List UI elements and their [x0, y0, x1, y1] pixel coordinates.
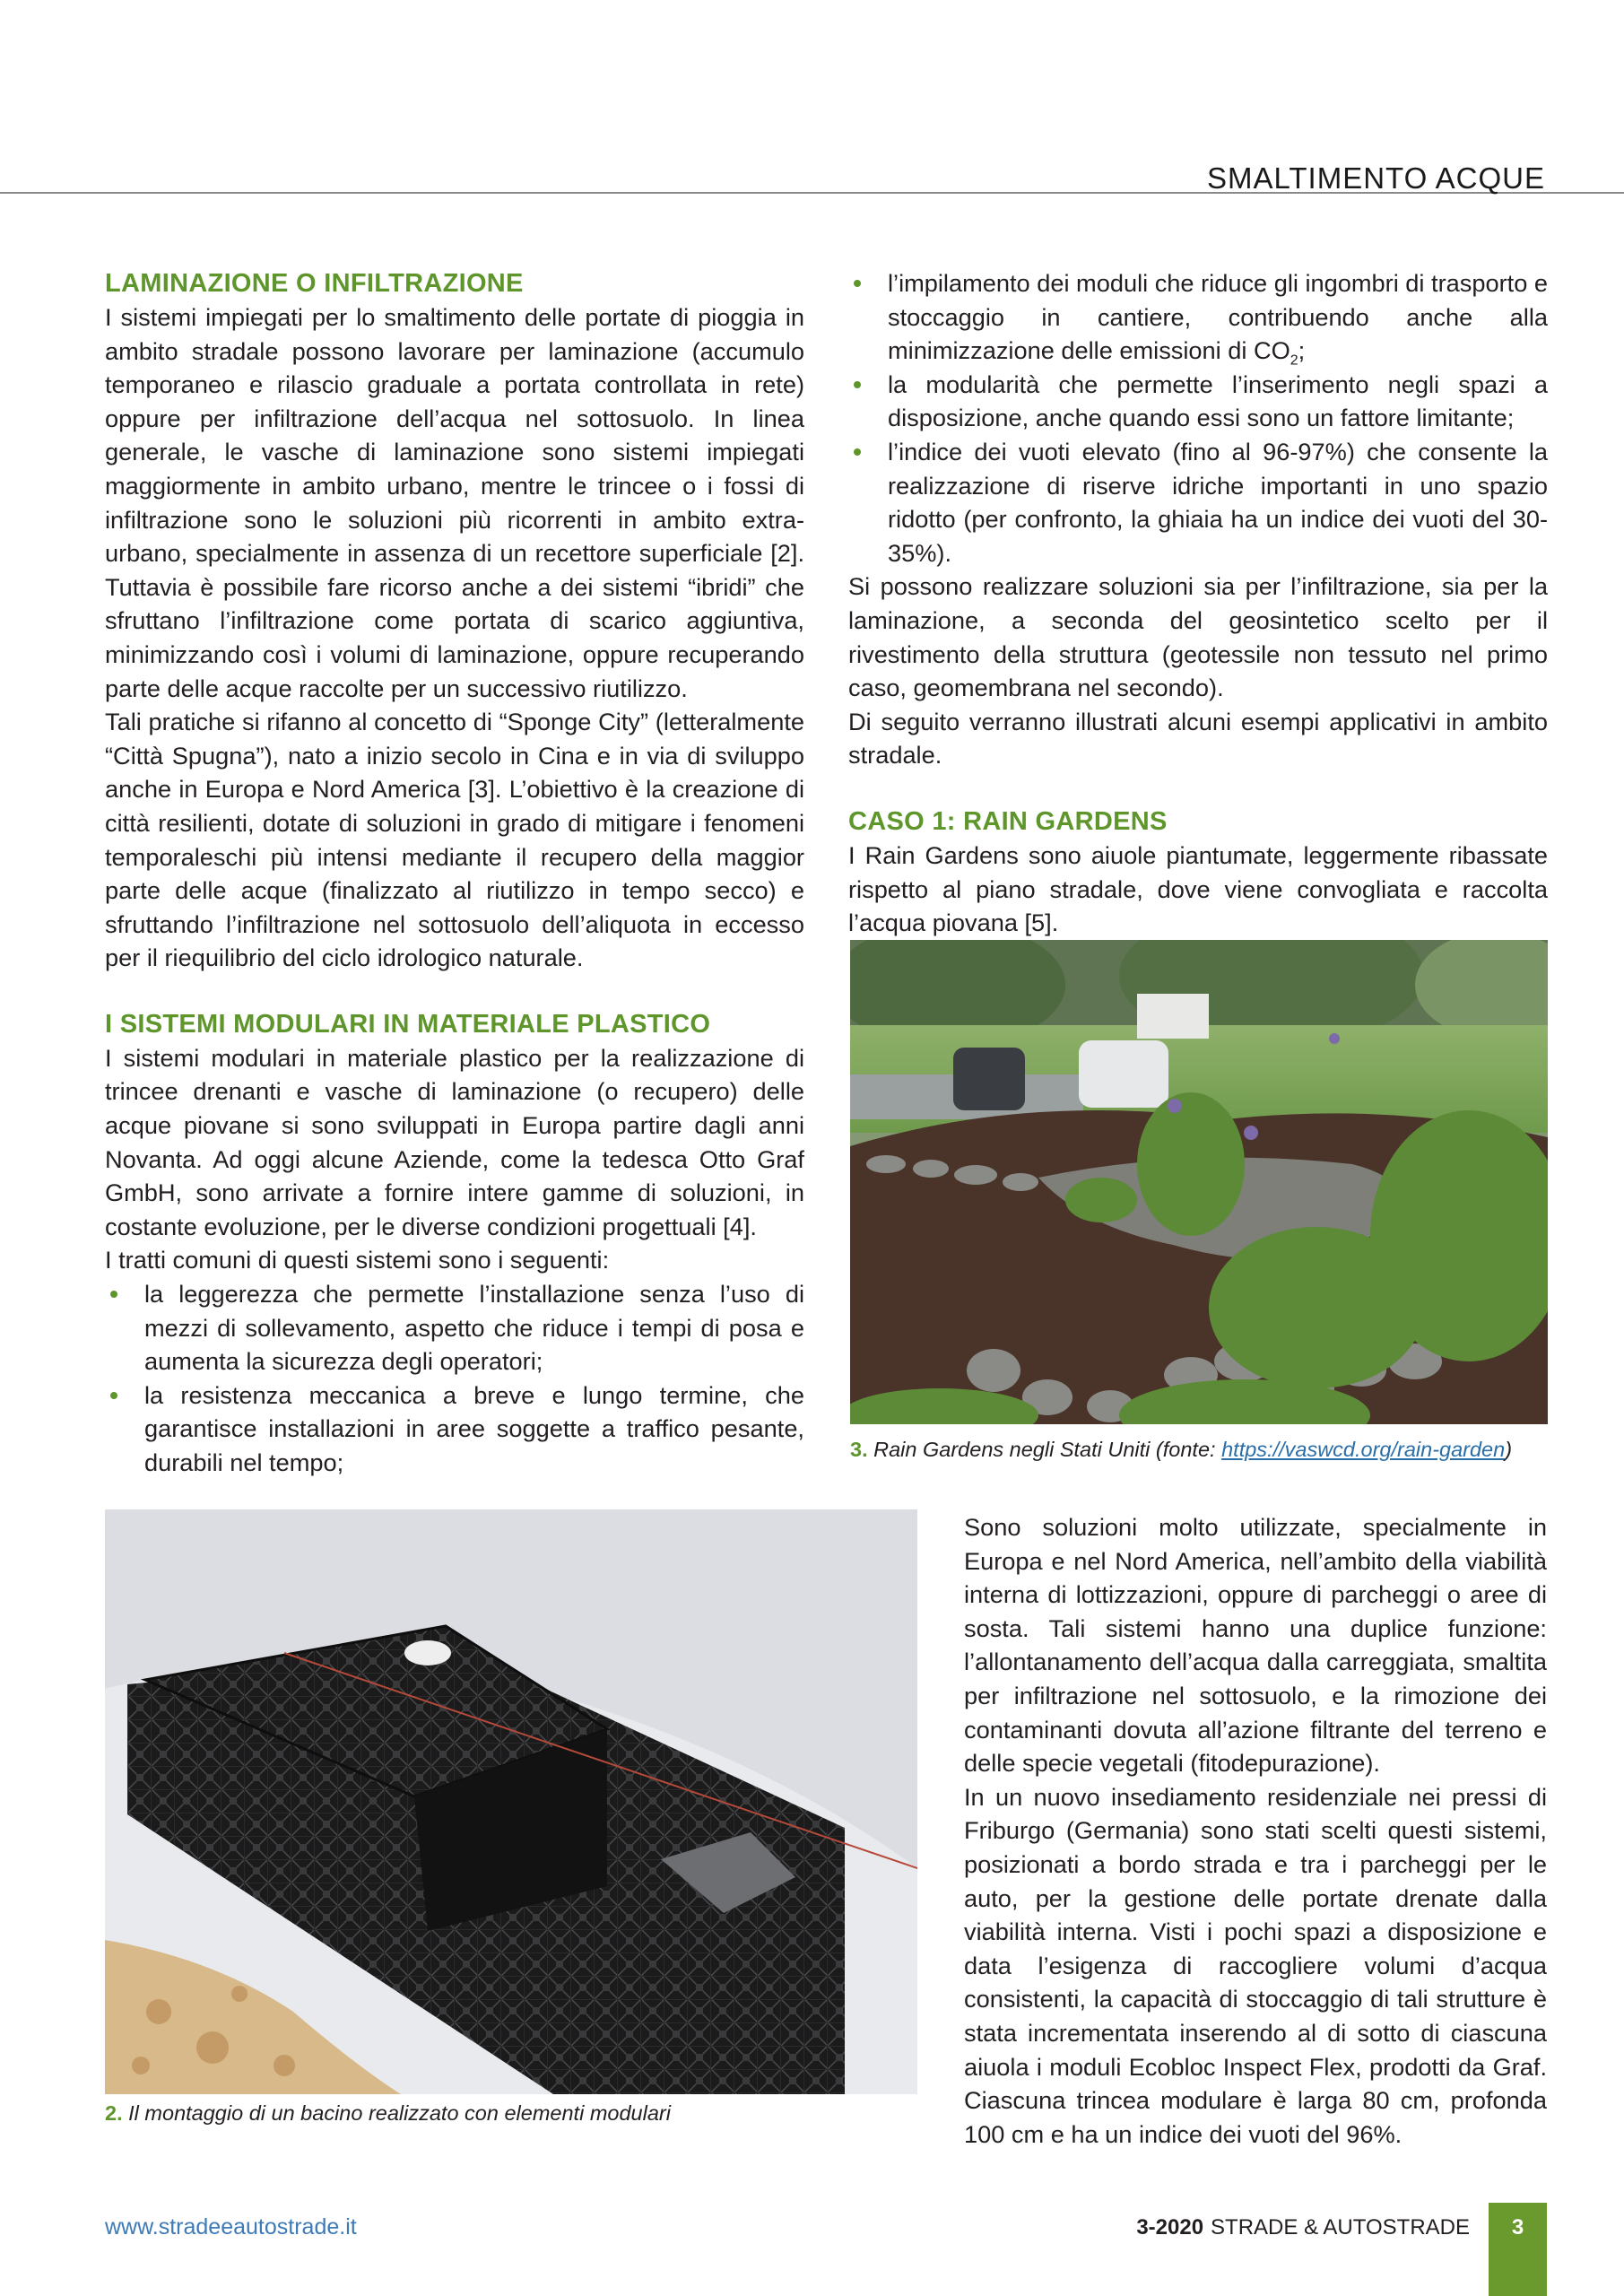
rain-garden-image	[850, 940, 1548, 1424]
bullet-item: la resistenza meccanica a breve e lungo termine, che garantisce installazioni in aree soggette a traffico pesante, durabili nel tempo;	[105, 1378, 804, 1480]
section-title-sistemi-modulari: I SISTEMI MODULARI IN MATERIALE PLASTICO	[105, 1009, 711, 1039]
figure-number: 3.	[850, 1438, 868, 1461]
website-link[interactable]: www.stradeeautostrade.it	[105, 2214, 357, 2239]
source-link[interactable]: https://vaswcd.org/rain-garden	[1221, 1438, 1506, 1461]
caption-text: Rain Gardens negli Stati Uniti (fonte:	[873, 1438, 1222, 1461]
modular-basin-photo	[105, 1509, 917, 2094]
left-column	[105, 266, 804, 1480]
bullet-item: la leggerezza che permette l’installazione senza l’uso di mezzi di sollevamento, aspetto che riduce i tempi di posa e aumenta la sicurezza degli operatori;	[105, 1277, 804, 1378]
bullet-list	[848, 266, 1548, 570]
body-paragraph: Di seguito verranno illustrati alcuni esempi applicativi in ambito stradale.	[848, 707, 1548, 770]
body-paragraph: Sono soluzioni molto utilizzate, specialmente in Europa e nel Nord America, nell’ambito della viabilità interna di lottizzazioni, oppure di parcheggi o aree di sosta. Tali sistemi hanno una duplice funzione: l’allontanamento dell’acqua dalla carreggiata, smaltita per infiltrazione nel sottosuolo, e la rimozione dei contaminanti dovuta all’azione filtrante del terreno e delle specie vegetali (fitodepurazione).	[964, 1513, 1547, 1778]
bullet-tail: ;	[1298, 336, 1306, 365]
body-paragraph: Tali pratiche si rifanno al concetto di “Sponge City” (letteralmente “Città Spugna”), nato a inizio secolo in Cina e in via di sviluppo anche in Europa e Nord America [3]. L’obiettivo è la creazione di città resilienti, dotate di soluzioni in grado di mitigare i fenomeni temporaleschi più intensi mediante il recupero della maggior parte delle acque (finalizzato al riutilizzo in tempo secco) e sfruttando l’infiltrazione nel sottosuolo dell’aliquota in eccesso per il riequilibrio del ciclo idrologico naturale.	[105, 708, 804, 972]
right-column	[848, 266, 1548, 940]
bullet-item: la modularità che permette l’inserimento negli spazi a disposizione, anche quando essi sono un fattore limitante;	[848, 368, 1548, 435]
modular-basin-image	[105, 1509, 917, 2094]
body-paragraph: I tratti comuni di questi sistemi sono i seguenti:	[105, 1246, 610, 1274]
bullet-item: l’indice dei vuoti elevato (fino al 96-97%) che consente la realizzazione di riserve idriche importanti in uno spazio ridotto (per confronto, la ghiaia ha un indice dei vuoti del 30-35%).	[848, 435, 1548, 570]
rain-garden-photo	[850, 940, 1548, 1424]
body-paragraph: I Rain Gardens sono aiuole piantumate, leggermente ribassate rispetto al piano stradale, dove viene convogliata e raccolta l’acqua piovana [5].	[848, 840, 1548, 937]
caption-text: Il montaggio di un bacino realizzato con elementi modulari	[128, 2101, 671, 2125]
figure-2-caption	[105, 2101, 671, 2126]
body-paragraph: I sistemi impiegati per lo smaltimento delle portate di pioggia in ambito stradale possono lavorare per laminazione (accumulo temporaneo e rilascio graduale a portata controllata in rete) oppure per infiltrazione dell’acqua nel sottosuolo. In linea generale, le vasche di laminazione sono sistemi impiegati maggiormente in ambito urbano, mentre le trincee o i fossi di infiltrazione sono le soluzioni più ricorrenti in ambito extra-urbano, specialmente in assenza di un recettore superficiale [2]. Tuttavia è possibile fare ricorso anche a dei sistemi “ibridi” che sfruttano l’infiltrazione come portata di scarico aggiuntiva, minimizzando così i volumi di laminazione, oppure recuperando parte delle acque raccolte per un successivo riutilizzo.	[105, 303, 804, 702]
right-column-lower	[964, 1510, 1547, 2151]
running-head: SMALTIMENTO ACQUE	[1206, 161, 1545, 195]
subscript: 2	[1290, 352, 1298, 369]
figure-3-caption	[850, 1438, 1512, 1462]
body-paragraph: In un nuovo insediamento residenziale nei pressi di Friburgo (Germania) sono stati scelti questi sistemi, posizionati a bordo strada e tra i parcheggi per le auto, per la gestione delle portate drenate dalla viabilità interna. Visti i pochi spazi a disposizione e data l’esigenza di raccogliere volumi d’acqua consistenti, la capacità di stoccaggio di tali strutture è stata incrementata inserendo al di sotto di ciascuna aiuola i moduli Ecobloc Inspect Flex, prodotti da Graf. Ciascuna trincea modulare è larga 80 cm, profonda 100 cm e ha un indice dei vuoti del 96%.	[964, 1782, 1547, 2148]
section-title-rain-gardens: CASO 1: RAIN GARDENS	[848, 806, 1168, 836]
body-paragraph: Si possono realizzare soluzioni sia per l’infiltrazione, sia per la laminazione, a seconda del geosintetico scelto per il rivestimento della struttura (geotessile non tessuto nel primo caso, geomembrana nel secondo).	[848, 572, 1548, 702]
issue-number: 3-2020	[1136, 2215, 1204, 2239]
page-number: 3	[1511, 2215, 1524, 2239]
bullet-text: l’impilamento dei moduli che riduce gli ingombri di trasporto e stoccaggio in cantiere, contribuendo anche alla minimizzazione delle emissioni di CO	[888, 269, 1548, 365]
magazine-issue	[1136, 2215, 1470, 2240]
bullet-item	[848, 266, 1548, 368]
bullet-list	[105, 1277, 804, 1480]
body-paragraph: I sistemi modulari in materiale plastico per la realizzazione di trincee drenanti e vasche di laminazione (o recupero) delle acque piovane si sono sviluppati in Europa partire dagli anni Novanta. Ad oggi alcune Aziende, come la tedesca Otto Graf GmbH, sono arrivate a fornire intere gamme di soluzioni, in costante evoluzione, per le diverse condizioni progettuali [4].	[105, 1043, 804, 1240]
figure-number: 2.	[105, 2101, 123, 2125]
page-number-tab	[1489, 2203, 1547, 2296]
caption-end: )	[1505, 1438, 1513, 1461]
magazine-name: STRADE & AUTOSTRADE	[1211, 2215, 1470, 2239]
section-title-laminazione: LAMINAZIONE O INFILTRAZIONE	[105, 269, 524, 298]
